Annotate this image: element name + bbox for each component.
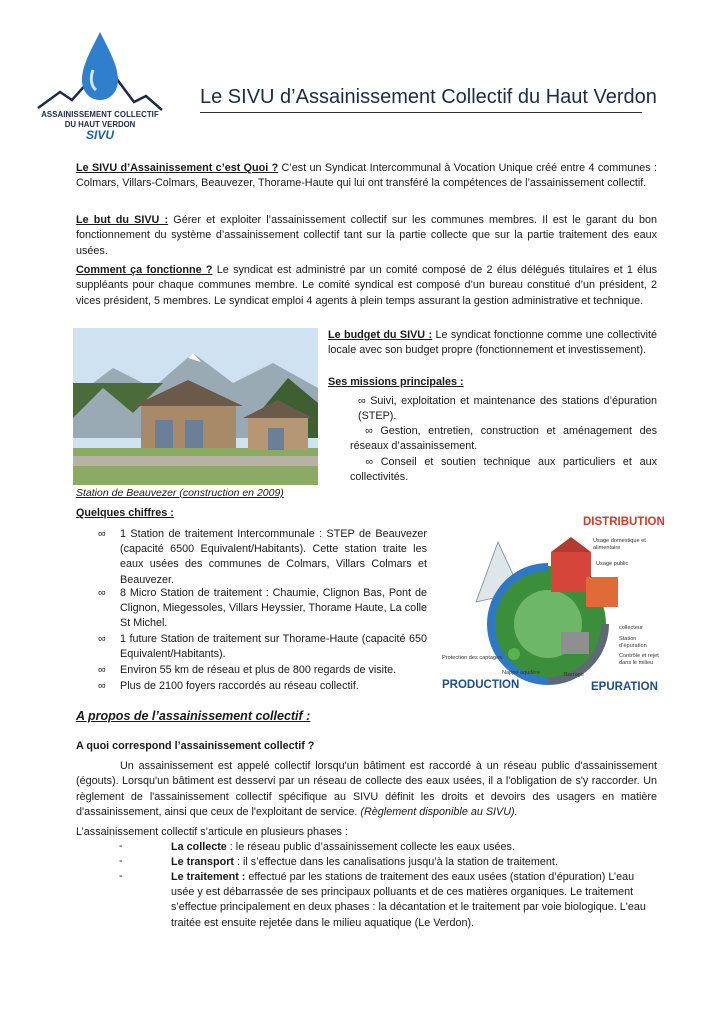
infinity-bullet-icon: ∞ [350, 425, 381, 437]
station-photo [73, 328, 318, 485]
infinity-bullet-icon: ∞ [358, 395, 371, 407]
diagram-protection: Protection des captages [442, 655, 503, 661]
diagram-nappe: Nappe aquifère [502, 670, 541, 676]
photo-caption: Station de Beauvezer (construction en 2009) [76, 487, 284, 499]
phase-dash: - [119, 840, 123, 852]
quoi-label: Le SIVU d’Assainissement c’est Quoi ? [76, 162, 279, 174]
mission-item: ∞ Conseil et soutien technique aux particuliers et aux collectivités. [350, 456, 657, 484]
diagram-collecteur: collecteur [619, 625, 643, 631]
infinity-bullet-icon: ∞ [350, 456, 381, 468]
diagram-usage-domestique: Usage domestique et alimentaire [593, 538, 646, 551]
phase-dash: - [119, 855, 123, 867]
phase-label: Le transport [171, 856, 234, 868]
phase-item: Le transport : il s’effectue dans les canalisations jusqu’à la station de traitement. [171, 856, 558, 868]
logo-line-3: SIVU [85, 128, 114, 142]
phases-intro: L’assainissement collectif s’articule en plusieurs phases : [76, 826, 348, 838]
intro-but [76, 213, 657, 259]
diagram-production-label: PRODUCTION [442, 679, 520, 691]
apropos-note: (Règlement disponible au SIVU). [360, 805, 518, 818]
diagram-barrage: Barrage [564, 672, 584, 678]
diagram-usage-public: Usage public [596, 561, 629, 567]
quoi-text: C’est un Syndicat Intercommunal à Vocation Unique créé entre 4 communes : Colmars, Villars-Colmars, Beauvezer, Thorame-Haute qui lui ont transféré la compétences de l’assainissement collectif. [76, 162, 657, 190]
apropos-paragraph: Un assainissement est appelé collectif lorsqu'un bâtiment est raccordé à un réseau public d'assainissement (égouts). Lorsqu'un bâtiment est desservi par un réseau de collecte des eaux usées, il a l'obligation de s'y raccorder. Un règlement de l'assainissement collectif spécifique au SIVU définit les droits et devoirs des usagers en matière d'assainissement, ainsi que ceux de l'exploitant de service. (Règlement disponible au SIVU). [76, 760, 657, 818]
but-text: Gérer et exploiter l’assainissement collectif sur les communes membres. Il est le garant du bon fonctionnement du système d’assainissement collectif tant sur la partie collecte que sur la partie traitement des eaux usées. [76, 214, 657, 257]
intro-quoi [76, 161, 657, 192]
water-cycle-diagram [436, 512, 666, 697]
budget-paragraph [328, 328, 657, 359]
chiffre-item: ∞ Environ 55 km de réseau et plus de 800 regards de visite. [98, 663, 427, 678]
infinity-bullet-icon: ∞ [98, 587, 106, 599]
comment-text: Le syndicat est administré par un comité composé de 2 élus délégués titulaires et 1 élus suppléants pour chaque communes membre. Le comité syndical est composé d’un bureau constitué d’un président, 2 vices président, 5 membres. Le syndicat emploi 4 agents à plein temps assurant la gestion administrative et technique. [76, 264, 657, 307]
budget-text: Le syndicat fonctionne comme une collectivité locale avec son budget propre (fonctionnement et investissement). [328, 329, 657, 357]
infinity-bullet-icon: ∞ [98, 664, 106, 676]
chiffres-label: Quelques chiffres : [76, 507, 174, 519]
infinity-bullet-icon: ∞ [98, 633, 106, 645]
chiffre-item: ∞ 1 Station de traitement Intercommunale : STEP de Beauvezer (capacité 6500 Equivalent/Habitants). Cette station traite les eaux usées des communes de Colmars, Villars Colmars et Beauvezer. [98, 528, 427, 586]
page-title: Le SIVU d’Assainissement Collectif du Haut Verdon [200, 86, 657, 108]
diagram-epuration-label: EPURATION [591, 681, 658, 693]
phase-dash: - [119, 870, 123, 882]
mission-item: ∞ Suivi, exploitation et maintenance des stations d’épuration (STEP). [358, 395, 657, 423]
but-label: Le but du SIVU : [76, 214, 169, 226]
title-underline [200, 112, 642, 113]
diagram-controle: Contrôle et rejet dans le milieu [619, 653, 659, 666]
chiffre-item: ∞ Plus de 2100 foyers raccordés au réseau collectif. [98, 679, 427, 694]
comment-label: Comment ça fonctionne ? [76, 264, 213, 276]
diagram-distribution-label: DISTRIBUTION [583, 516, 665, 528]
logo-line-2: DU HAUT VERDON [64, 120, 136, 129]
budget-label: Le budget du SIVU : [328, 329, 433, 341]
missions-label: Ses missions principales : [328, 376, 464, 388]
infinity-bullet-icon: ∞ [98, 680, 106, 692]
diagram-station: Station d’épuration [619, 636, 647, 649]
chiffre-item: ∞ 8 Micro Station de traitement : Chaumie, Clignon Bas, Pont de Clignon, Miegessoles, Villars Heyssier, Thorame Haute, La colle St Michel. [98, 587, 427, 630]
infinity-bullet-icon: ∞ [98, 528, 106, 540]
phase-label: Le traitement : [171, 871, 246, 883]
chiffre-item: ∞ 1 future Station de traitement sur Thorame-Haute (capacité 650 Equivalent/Habitants). [98, 633, 427, 661]
logo-line-1: ASSAINISSEMENT COLLECTIF [41, 110, 159, 119]
phase-item: Le traitement : effectué par les stations de traitement des eaux usées (station d’épuration) L’eau usée y est débarrassée de ses principaux polluants et de ces matières organiques. Le traitement s’effectue principalement en deux phases : la décantation et le traitement par voie biologique. L'eau traitée est ensuite rejetée dans le milieu aquatique (Le Verdon). [171, 871, 646, 929]
apropos-question: A quoi correspond l’assainissement collectif ? [76, 740, 315, 752]
intro-comment [76, 263, 657, 309]
apropos-title: A propos de l’assainissement collectif : [76, 709, 311, 723]
mission-item: ∞ Gestion, entretien, construction et aménagement des réseaux d’assainissement. [350, 425, 657, 453]
phase-item: La collecte : le réseau public d’assainissement collecte les eaux usées. [171, 841, 515, 853]
phase-label: La collecte [171, 841, 227, 853]
